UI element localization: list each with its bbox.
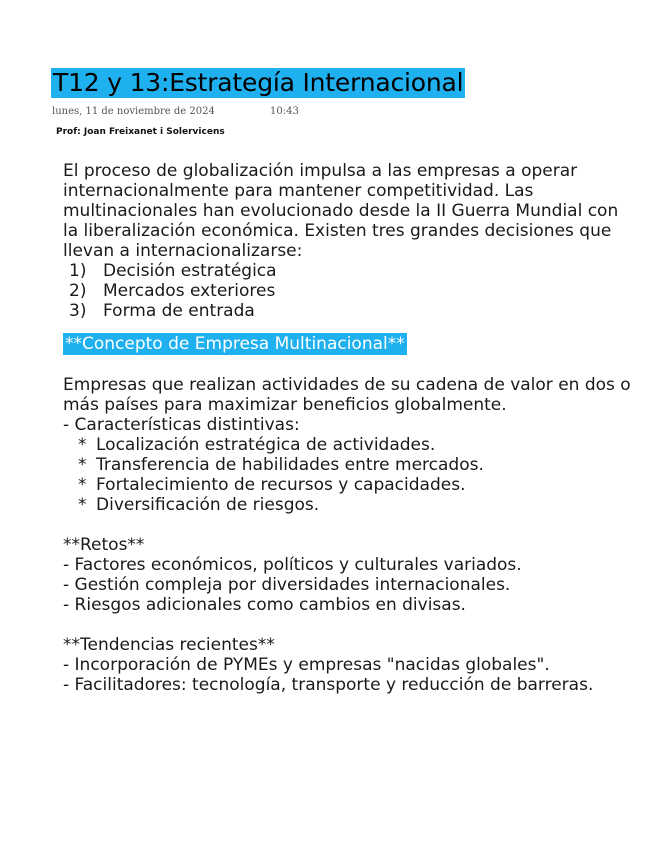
list-item: - Factores económicos, políticos y culturales variados. [63,555,522,575]
note-date: lunes, 11 de noviembre de 2024 [52,106,215,117]
decisions-list [63,261,633,321]
note-body [63,161,633,695]
professor-label: Prof: Joan Freixanet i Solervicens [56,127,225,137]
definition-paragraph: Empresas que realizan actividades de su cadena de valor en dos o más países para maximizar beneficios globalmente. [63,375,631,415]
note-time: 10:43 [270,106,299,117]
list-item: * Diversificación de riesgos. [78,495,320,515]
list-item: 3) Forma de entrada [69,301,255,321]
characteristics-list [63,435,633,515]
intro-paragraph: El proceso de globalización impulsa a las empresas a operar internacionalmente para mantener competitividad. Las multinacionales han evolucionado desde la II Guerra Mundial con la liberalización económica. Existen tres grandes decisiones que llevan a internacionalizarse: [63,161,619,261]
characteristics-label: - Características distintivas: [63,415,300,435]
list-item: - Riesgos adicionales como cambios en divisas. [63,595,466,615]
list-item: 1) Decisión estratégica [69,261,277,281]
list-item: * Localización estratégica de actividades. [78,435,436,455]
list-item: - Incorporación de PYMEs y empresas "nacidas globales". [63,655,550,675]
section-heading-multinacional: **Concepto de Empresa Multinacional** [65,334,405,354]
retos-heading: **Retos** [63,535,145,555]
list-item: * Transferencia de habilidades entre mercados. [78,455,484,475]
list-item: 2) Mercados exteriores [69,281,276,301]
tendencias-heading: **Tendencias recientes** [63,635,275,655]
list-item: * Fortalecimiento de recursos y capacidades. [78,475,466,495]
list-item: - Facilitadores: tecnología, transporte y reducción de barreras. [63,675,594,695]
page-title: T12 y 13:Estrategía Internacional [53,68,464,97]
list-item: - Gestión compleja por diversidades internacionales. [63,575,511,595]
